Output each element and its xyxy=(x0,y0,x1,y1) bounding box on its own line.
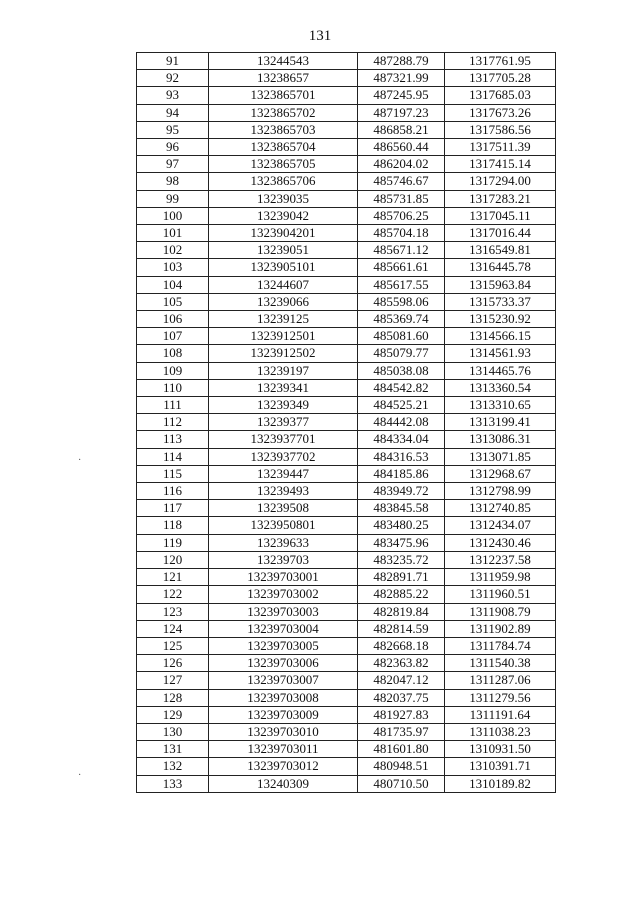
point-number-cell: 119 xyxy=(137,534,209,551)
table-row xyxy=(137,500,556,517)
point-id-cell: 13239349 xyxy=(209,397,358,414)
point-number-cell: 103 xyxy=(137,259,209,276)
margin-mark: · xyxy=(78,455,82,466)
table-row xyxy=(137,379,556,396)
table-row xyxy=(137,775,556,792)
point-number-cell: 108 xyxy=(137,345,209,362)
table-row xyxy=(137,655,556,672)
point-number-cell: 93 xyxy=(137,87,209,104)
y-coordinate-cell: 1317511.39 xyxy=(445,139,556,156)
x-coordinate-cell: 484542.82 xyxy=(358,379,445,396)
x-coordinate-cell: 485038.08 xyxy=(358,362,445,379)
x-coordinate-cell: 482363.82 xyxy=(358,655,445,672)
table-row xyxy=(137,465,556,482)
x-coordinate-cell: 480710.50 xyxy=(358,775,445,792)
y-coordinate-cell: 1317283.21 xyxy=(445,190,556,207)
point-number-cell: 97 xyxy=(137,156,209,173)
table-row xyxy=(137,448,556,465)
table-row xyxy=(137,293,556,310)
x-coordinate-cell: 484185.86 xyxy=(358,465,445,482)
x-coordinate-cell: 482885.22 xyxy=(358,586,445,603)
x-coordinate-cell: 485706.25 xyxy=(358,207,445,224)
point-id-cell: 1323865703 xyxy=(209,121,358,138)
y-coordinate-cell: 1315230.92 xyxy=(445,311,556,328)
point-id-cell: 13239703005 xyxy=(209,637,358,654)
y-coordinate-cell: 1311191.64 xyxy=(445,706,556,723)
point-id-cell: 13239125 xyxy=(209,311,358,328)
table-row xyxy=(137,207,556,224)
x-coordinate-cell: 485369.74 xyxy=(358,311,445,328)
point-number-cell: 98 xyxy=(137,173,209,190)
y-coordinate-cell: 1312237.58 xyxy=(445,551,556,568)
point-number-cell: 104 xyxy=(137,276,209,293)
x-coordinate-cell: 485079.77 xyxy=(358,345,445,362)
point-number-cell: 121 xyxy=(137,569,209,586)
y-coordinate-cell: 1314465.76 xyxy=(445,362,556,379)
table-row xyxy=(137,121,556,138)
table-row xyxy=(137,173,556,190)
y-coordinate-cell: 1317673.26 xyxy=(445,104,556,121)
x-coordinate-cell: 482891.71 xyxy=(358,569,445,586)
point-number-cell: 131 xyxy=(137,741,209,758)
x-coordinate-cell: 483949.72 xyxy=(358,483,445,500)
x-coordinate-cell: 480948.51 xyxy=(358,758,445,775)
point-id-cell: 13239703 xyxy=(209,551,358,568)
table-row xyxy=(137,397,556,414)
point-number-cell: 92 xyxy=(137,70,209,87)
y-coordinate-cell: 1311960.51 xyxy=(445,586,556,603)
table-row xyxy=(137,534,556,551)
x-coordinate-cell: 487245.95 xyxy=(358,87,445,104)
y-coordinate-cell: 1311784.74 xyxy=(445,637,556,654)
table-row xyxy=(137,637,556,654)
point-id-cell: 13238657 xyxy=(209,70,358,87)
point-number-cell: 111 xyxy=(137,397,209,414)
point-id-cell: 1323912502 xyxy=(209,345,358,362)
table-row xyxy=(137,259,556,276)
y-coordinate-cell: 1311038.23 xyxy=(445,723,556,740)
point-id-cell: 13239703003 xyxy=(209,603,358,620)
table-row xyxy=(137,603,556,620)
y-coordinate-cell: 1312740.85 xyxy=(445,500,556,517)
point-id-cell: 1323865704 xyxy=(209,139,358,156)
point-number-cell: 100 xyxy=(137,207,209,224)
point-number-cell: 95 xyxy=(137,121,209,138)
point-id-cell: 13239066 xyxy=(209,293,358,310)
point-number-cell: 101 xyxy=(137,225,209,242)
point-id-cell: 1323904201 xyxy=(209,225,358,242)
x-coordinate-cell: 484525.21 xyxy=(358,397,445,414)
y-coordinate-cell: 1310391.71 xyxy=(445,758,556,775)
point-id-cell: 13239447 xyxy=(209,465,358,482)
point-number-cell: 128 xyxy=(137,689,209,706)
point-id-cell: 13244543 xyxy=(209,53,358,70)
y-coordinate-cell: 1313360.54 xyxy=(445,379,556,396)
table-row xyxy=(137,483,556,500)
y-coordinate-cell: 1311279.56 xyxy=(445,689,556,706)
y-coordinate-cell: 1313199.41 xyxy=(445,414,556,431)
point-number-cell: 120 xyxy=(137,551,209,568)
point-id-cell: 13239493 xyxy=(209,483,358,500)
point-id-cell: 13239035 xyxy=(209,190,358,207)
x-coordinate-cell: 484316.53 xyxy=(358,448,445,465)
y-coordinate-cell: 1317415.14 xyxy=(445,156,556,173)
x-coordinate-cell: 487321.99 xyxy=(358,70,445,87)
table-row xyxy=(137,758,556,775)
point-id-cell: 13239703009 xyxy=(209,706,358,723)
table-row xyxy=(137,156,556,173)
point-id-cell: 13239703008 xyxy=(209,689,358,706)
y-coordinate-cell: 1312968.67 xyxy=(445,465,556,482)
table-row xyxy=(137,586,556,603)
table-row xyxy=(137,345,556,362)
table-row xyxy=(137,620,556,637)
point-number-cell: 113 xyxy=(137,431,209,448)
x-coordinate-cell: 487197.23 xyxy=(358,104,445,121)
x-coordinate-cell: 486560.44 xyxy=(358,139,445,156)
y-coordinate-cell: 1313310.65 xyxy=(445,397,556,414)
point-id-cell: 13239508 xyxy=(209,500,358,517)
y-coordinate-cell: 1312430.46 xyxy=(445,534,556,551)
y-coordinate-cell: 1314561.93 xyxy=(445,345,556,362)
table-row xyxy=(137,723,556,740)
x-coordinate-cell: 482047.12 xyxy=(358,672,445,689)
x-coordinate-cell: 482037.75 xyxy=(358,689,445,706)
coordinates-table-body xyxy=(137,53,556,793)
point-id-cell: 1323865702 xyxy=(209,104,358,121)
table-row xyxy=(137,414,556,431)
point-number-cell: 133 xyxy=(137,775,209,792)
table-row xyxy=(137,311,556,328)
table-row xyxy=(137,225,556,242)
x-coordinate-cell: 482814.59 xyxy=(358,620,445,637)
y-coordinate-cell: 1316549.81 xyxy=(445,242,556,259)
point-number-cell: 117 xyxy=(137,500,209,517)
point-number-cell: 105 xyxy=(137,293,209,310)
table-row xyxy=(137,276,556,293)
table-row xyxy=(137,741,556,758)
point-id-cell: 13240309 xyxy=(209,775,358,792)
point-number-cell: 122 xyxy=(137,586,209,603)
point-id-cell: 13239703001 xyxy=(209,569,358,586)
point-id-cell: 13239633 xyxy=(209,534,358,551)
table-row xyxy=(137,569,556,586)
y-coordinate-cell: 1311902.89 xyxy=(445,620,556,637)
table-row xyxy=(137,328,556,345)
point-id-cell: 1323865701 xyxy=(209,87,358,104)
point-id-cell: 13239703011 xyxy=(209,741,358,758)
point-id-cell: 1323912501 xyxy=(209,328,358,345)
point-number-cell: 106 xyxy=(137,311,209,328)
point-id-cell: 13244607 xyxy=(209,276,358,293)
point-number-cell: 99 xyxy=(137,190,209,207)
point-id-cell: 13239377 xyxy=(209,414,358,431)
point-id-cell: 1323950801 xyxy=(209,517,358,534)
x-coordinate-cell: 485598.06 xyxy=(358,293,445,310)
x-coordinate-cell: 483475.96 xyxy=(358,534,445,551)
point-number-cell: 110 xyxy=(137,379,209,396)
point-number-cell: 96 xyxy=(137,139,209,156)
y-coordinate-cell: 1310189.82 xyxy=(445,775,556,792)
point-number-cell: 129 xyxy=(137,706,209,723)
y-coordinate-cell: 1317016.44 xyxy=(445,225,556,242)
point-id-cell: 1323905101 xyxy=(209,259,358,276)
point-id-cell: 13239042 xyxy=(209,207,358,224)
point-id-cell: 1323937701 xyxy=(209,431,358,448)
table-row xyxy=(137,242,556,259)
x-coordinate-cell: 481735.97 xyxy=(358,723,445,740)
point-number-cell: 132 xyxy=(137,758,209,775)
table-row xyxy=(137,706,556,723)
y-coordinate-cell: 1311959.98 xyxy=(445,569,556,586)
point-number-cell: 94 xyxy=(137,104,209,121)
y-coordinate-cell: 1317294.00 xyxy=(445,173,556,190)
x-coordinate-cell: 483845.58 xyxy=(358,500,445,517)
point-id-cell: 13239051 xyxy=(209,242,358,259)
x-coordinate-cell: 483480.25 xyxy=(358,517,445,534)
y-coordinate-cell: 1313086.31 xyxy=(445,431,556,448)
x-coordinate-cell: 484334.04 xyxy=(358,431,445,448)
point-number-cell: 126 xyxy=(137,655,209,672)
margin-mark: · xyxy=(78,770,82,781)
x-coordinate-cell: 482819.84 xyxy=(358,603,445,620)
table-row xyxy=(137,672,556,689)
y-coordinate-cell: 1314566.15 xyxy=(445,328,556,345)
x-coordinate-cell: 481927.83 xyxy=(358,706,445,723)
y-coordinate-cell: 1310931.50 xyxy=(445,741,556,758)
table-row xyxy=(137,362,556,379)
point-id-cell: 13239703012 xyxy=(209,758,358,775)
table-row xyxy=(137,139,556,156)
coordinates-table xyxy=(136,52,556,793)
table-row xyxy=(137,431,556,448)
point-id-cell: 13239703002 xyxy=(209,586,358,603)
table-row xyxy=(137,87,556,104)
point-number-cell: 116 xyxy=(137,483,209,500)
x-coordinate-cell: 482668.18 xyxy=(358,637,445,654)
table-row xyxy=(137,190,556,207)
point-number-cell: 109 xyxy=(137,362,209,379)
y-coordinate-cell: 1316445.78 xyxy=(445,259,556,276)
y-coordinate-cell: 1311287.06 xyxy=(445,672,556,689)
point-number-cell: 91 xyxy=(137,53,209,70)
table-row xyxy=(137,517,556,534)
y-coordinate-cell: 1312434.07 xyxy=(445,517,556,534)
point-number-cell: 123 xyxy=(137,603,209,620)
x-coordinate-cell: 485731.85 xyxy=(358,190,445,207)
x-coordinate-cell: 485671.12 xyxy=(358,242,445,259)
point-number-cell: 114 xyxy=(137,448,209,465)
point-id-cell: 13239197 xyxy=(209,362,358,379)
point-number-cell: 124 xyxy=(137,620,209,637)
y-coordinate-cell: 1311540.38 xyxy=(445,655,556,672)
x-coordinate-cell: 483235.72 xyxy=(358,551,445,568)
x-coordinate-cell: 486858.21 xyxy=(358,121,445,138)
point-number-cell: 107 xyxy=(137,328,209,345)
table-row xyxy=(137,551,556,568)
x-coordinate-cell: 485617.55 xyxy=(358,276,445,293)
x-coordinate-cell: 487288.79 xyxy=(358,53,445,70)
y-coordinate-cell: 1315733.37 xyxy=(445,293,556,310)
x-coordinate-cell: 485661.61 xyxy=(358,259,445,276)
y-coordinate-cell: 1317586.56 xyxy=(445,121,556,138)
point-number-cell: 125 xyxy=(137,637,209,654)
x-coordinate-cell: 484442.08 xyxy=(358,414,445,431)
point-id-cell: 1323865706 xyxy=(209,173,358,190)
x-coordinate-cell: 485704.18 xyxy=(358,225,445,242)
point-id-cell: 1323937702 xyxy=(209,448,358,465)
point-number-cell: 130 xyxy=(137,723,209,740)
x-coordinate-cell: 481601.80 xyxy=(358,741,445,758)
point-id-cell: 13239703006 xyxy=(209,655,358,672)
y-coordinate-cell: 1313071.85 xyxy=(445,448,556,465)
x-coordinate-cell: 485746.67 xyxy=(358,173,445,190)
y-coordinate-cell: 1317045.11 xyxy=(445,207,556,224)
y-coordinate-cell: 1317685.03 xyxy=(445,87,556,104)
table-row xyxy=(137,53,556,70)
x-coordinate-cell: 485081.60 xyxy=(358,328,445,345)
point-id-cell: 13239703004 xyxy=(209,620,358,637)
y-coordinate-cell: 1312798.99 xyxy=(445,483,556,500)
page-number: 131 xyxy=(308,28,332,44)
table-row xyxy=(137,104,556,121)
point-id-cell: 1323865705 xyxy=(209,156,358,173)
table-row xyxy=(137,70,556,87)
y-coordinate-cell: 1311908.79 xyxy=(445,603,556,620)
point-number-cell: 102 xyxy=(137,242,209,259)
point-number-cell: 127 xyxy=(137,672,209,689)
point-number-cell: 118 xyxy=(137,517,209,534)
table-row xyxy=(137,689,556,706)
point-id-cell: 13239703007 xyxy=(209,672,358,689)
y-coordinate-cell: 1315963.84 xyxy=(445,276,556,293)
y-coordinate-cell: 1317705.28 xyxy=(445,70,556,87)
point-id-cell: 13239341 xyxy=(209,379,358,396)
point-id-cell: 13239703010 xyxy=(209,723,358,740)
point-number-cell: 112 xyxy=(137,414,209,431)
point-number-cell: 115 xyxy=(137,465,209,482)
x-coordinate-cell: 486204.02 xyxy=(358,156,445,173)
y-coordinate-cell: 1317761.95 xyxy=(445,53,556,70)
